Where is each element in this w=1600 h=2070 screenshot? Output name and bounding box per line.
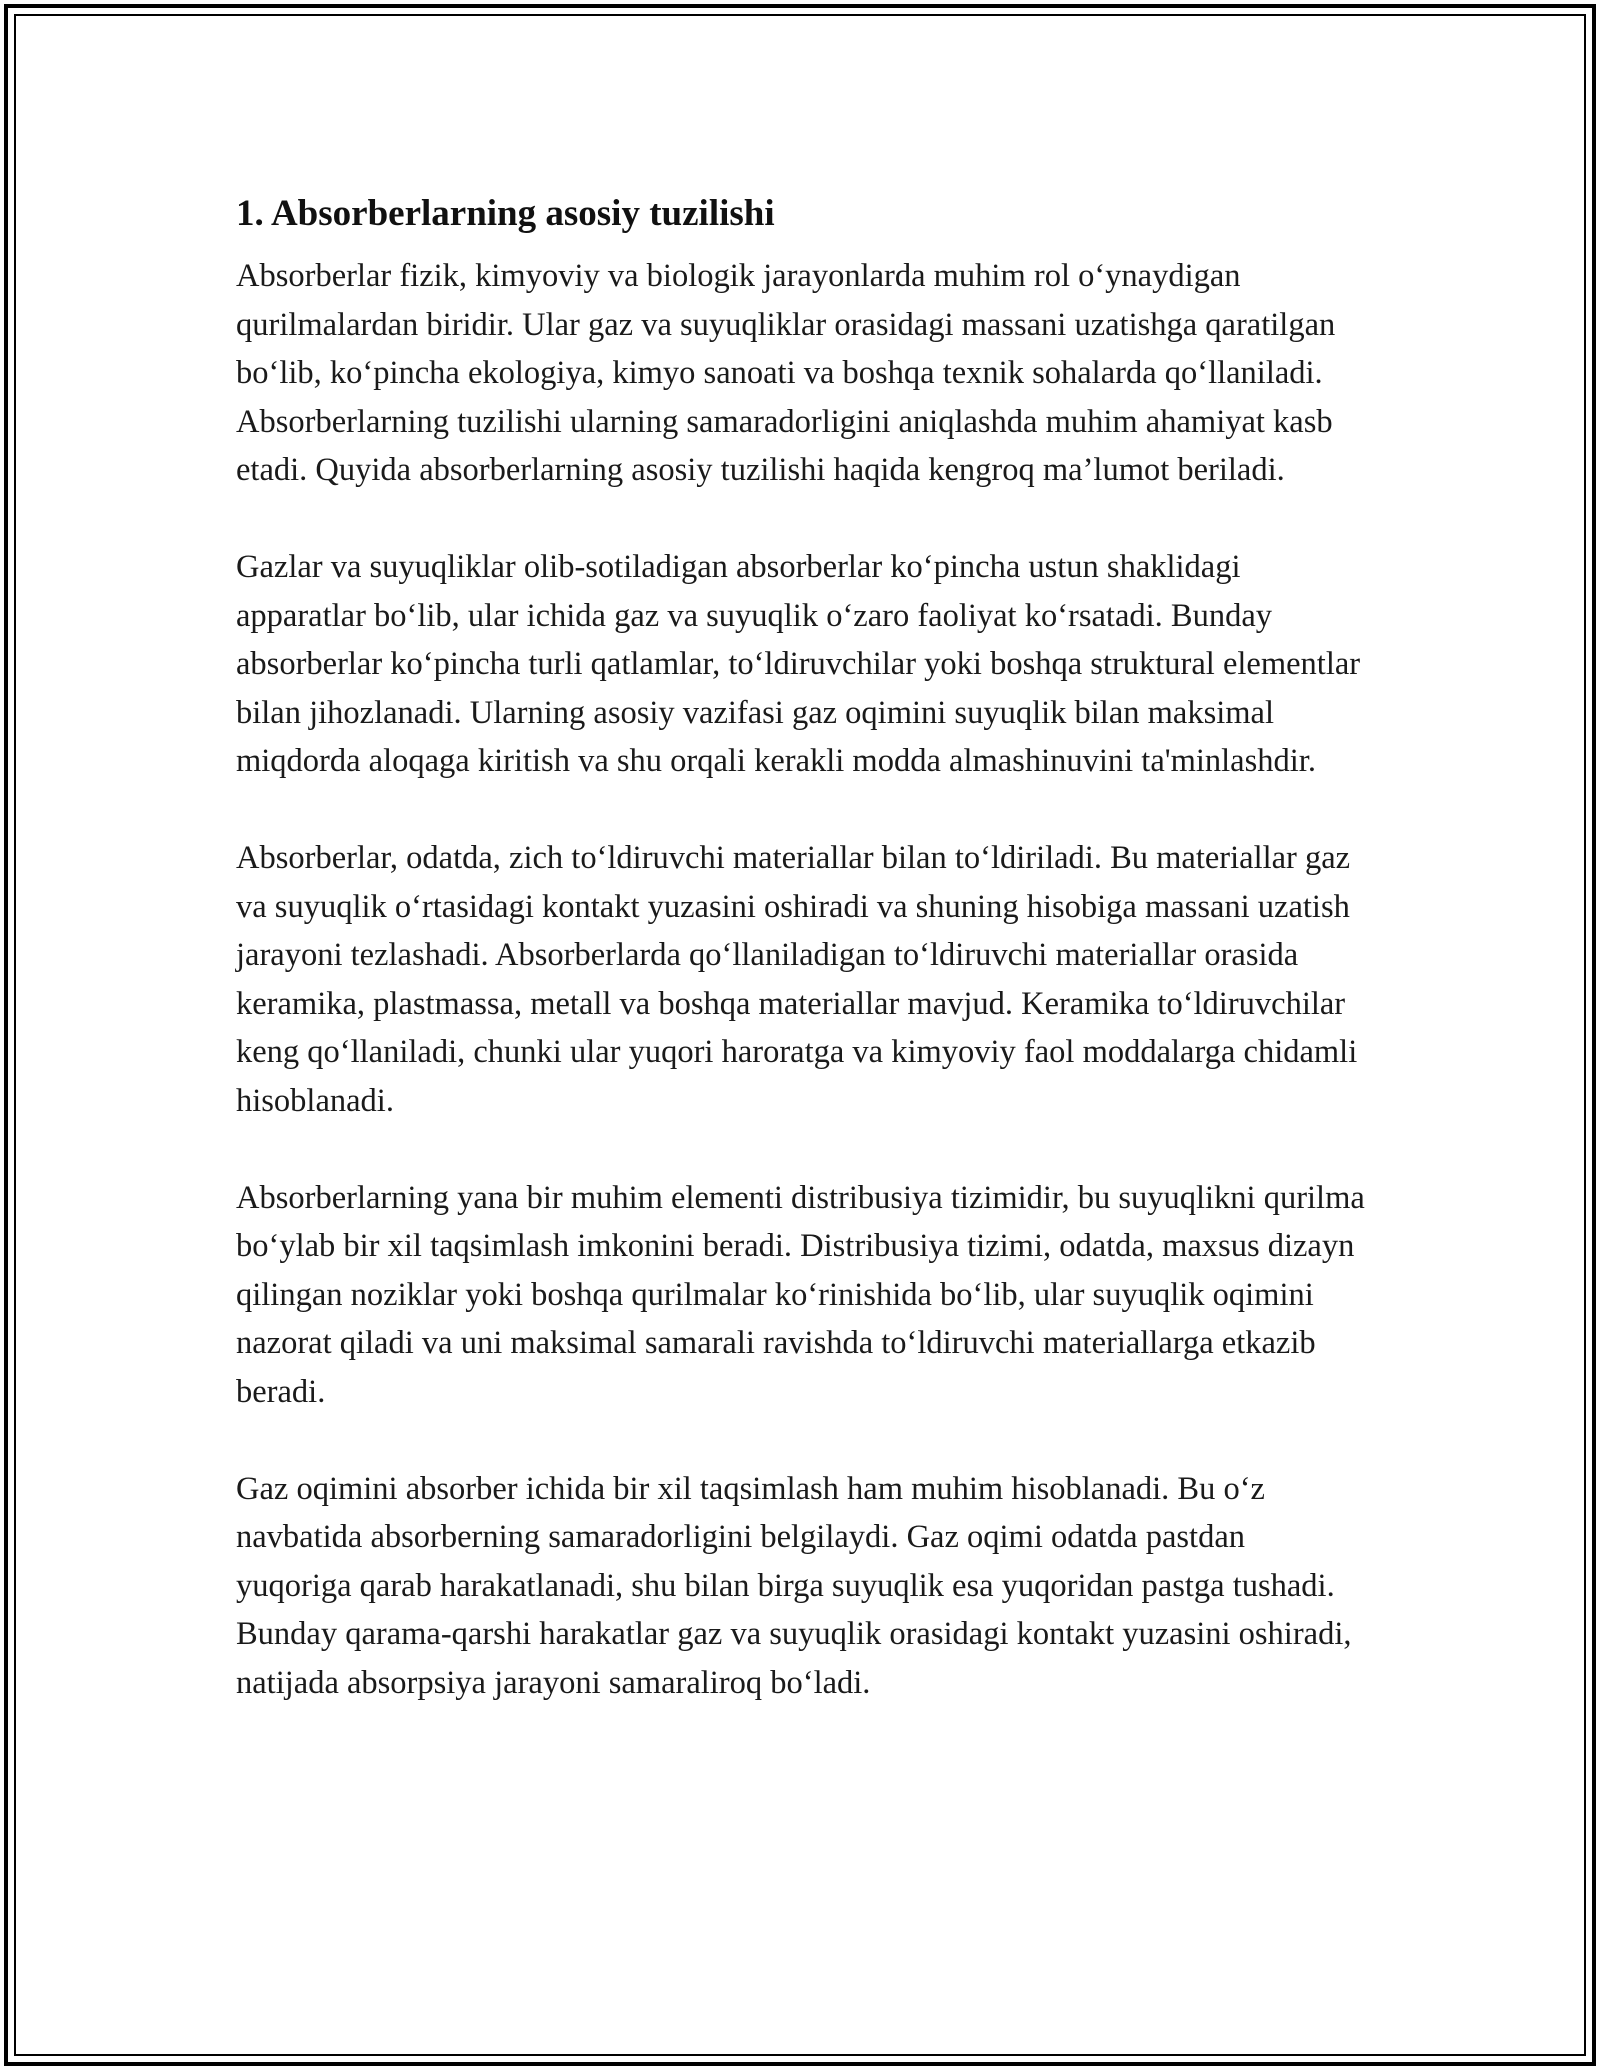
paragraph-3: Absorberlar, odatda, zich to‘ldiruvchi materiallar bilan to‘ldiriladi. Bu materiallar gaz va suyuqlik o‘rtasidagi kontakt yuzasini oshiradi va shuning hisobiga massani uzatish jarayoni tezlashadi. Absorberlarda qo‘llaniladigan to‘ldiruvchi materiallar orasida keramika, plastmassa, metall va boshqa materiallar mavjud. Keramika to‘ldiruvchilar keng qo‘llaniladi, chunki ular yuqori haroratga va kimyoviy faol moddalarga chidamli hisoblanadi. xyxy=(236,840,1358,1119)
paragraph-1: Absorberlar fizik, kimyoviy va biologik jarayonlarda muhim rol o‘ynaydigan qurilmalardan biridir. Ular gaz va suyuqliklar orasidagi massani uzatishga qaratilgan bo‘lib, ko‘pincha ekologiya, kimyo sanoati va boshqa texnik sohalarda qo‘llaniladi. Absorberlarning tuzilishi ularning samaradorligini aniqlashda muhim ahamiyat kasb etadi. Quyida absorberlarning asosiy tuzilishi haqida kengroq ma’lumot beriladi. xyxy=(236,258,1336,488)
document-body xyxy=(236,180,1366,1756)
section-heading: 1. Absorberlarning asosiy tuzilishi xyxy=(236,193,775,234)
paragraph-2: Gazlar va suyuqliklar olib-sotiladigan absorberlar ko‘pincha ustun shaklidagi apparatlar bo‘lib, ular ichida gaz va suyuqlik o‘zaro faoliyat ko‘rsatadi. Bunday absorberlar ko‘pincha turli qatlamlar, to‘ldiruvchilar yoki boshqa struktural elementlar bilan jihozlanadi. Ularning asosiy vazifasi gaz oqimini suyuqlik bilan maksimal miqdorda aloqaga kiritish va shu orqali kerakli modda almashinuvini ta'minlashdir. xyxy=(236,549,1361,779)
paragraph-4: Absorberlarning yana bir muhim elementi distribusiya tizimidir, bu suyuqlikni qurilma bo‘ylab bir xil taqsimlash imkonini beradi. Distribusiya tizimi, odatda, maxsus dizayn qilingan noziklar yoki boshqa qurilmalar ko‘rinishida bo‘lib, ular suyuqlik oqimini nazorat qiladi va uni maksimal samarali ravishda to‘ldiruvchi materiallarga etkazib beradi. xyxy=(236,1179,1365,1410)
paragraph-5: Gaz oqimini absorber ichida bir xil taqsimlash ham muhim hisoblanadi. Bu o‘z navbatida absorberning samaradorligini belgilaydi. Gaz oqimi odatda pastdan yuqoriga qarab harakatlanadi, shu bilan birga suyuqlik esa yuqoridan pastga tushadi. Bunday qarama-qarshi harakatlar gaz va suyuqlik orasidagi kontakt yuzasini oshiradi, natijada absorpsiya jarayoni samaraliroq bo‘ladi. xyxy=(236,1470,1352,1701)
